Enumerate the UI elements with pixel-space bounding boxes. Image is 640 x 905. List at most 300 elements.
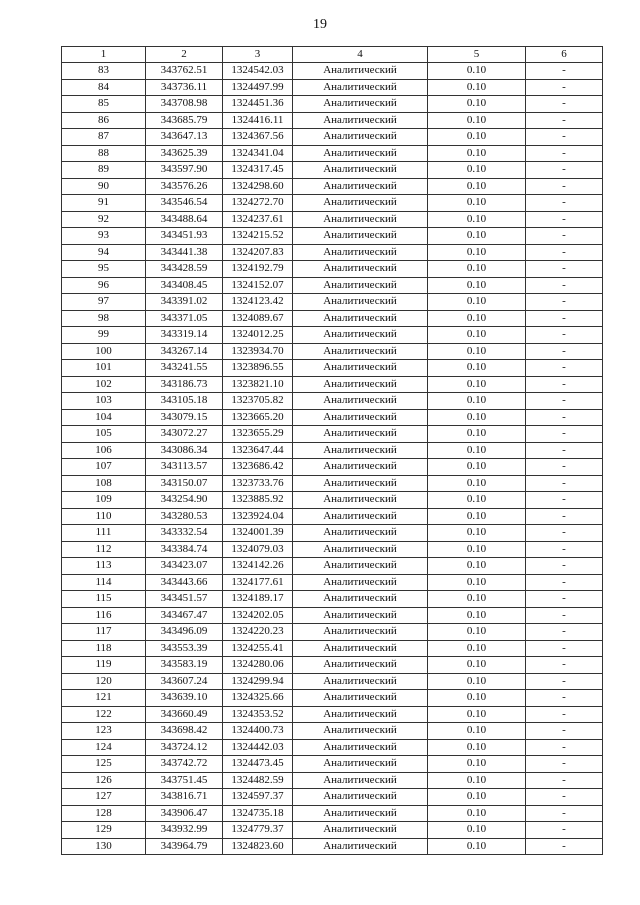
- point-number-cell: 113: [62, 558, 146, 575]
- y-coordinate-cell: 1324215.52: [223, 228, 293, 245]
- point-number-cell: 88: [62, 145, 146, 162]
- x-coordinate-cell: 343906.47: [146, 805, 223, 822]
- precision-cell: 0.10: [428, 96, 526, 113]
- precision-cell: 0.10: [428, 376, 526, 393]
- point-number-cell: 122: [62, 706, 146, 723]
- point-number-cell: 85: [62, 96, 146, 113]
- precision-cell: 0.10: [428, 178, 526, 195]
- table-row: [62, 805, 603, 822]
- y-coordinate-cell: 1324237.61: [223, 211, 293, 228]
- y-coordinate-cell: 1324779.37: [223, 822, 293, 839]
- precision-cell: 0.10: [428, 772, 526, 789]
- precision-cell: 0.10: [428, 475, 526, 492]
- y-coordinate-cell: 1324202.05: [223, 607, 293, 624]
- note-cell: -: [526, 574, 603, 591]
- method-cell: Аналитический: [293, 607, 428, 624]
- table-row: [62, 690, 603, 707]
- y-coordinate-cell: 1324001.39: [223, 525, 293, 542]
- precision-cell: 0.10: [428, 492, 526, 509]
- x-coordinate-cell: 343751.45: [146, 772, 223, 789]
- point-number-cell: 109: [62, 492, 146, 509]
- note-cell: -: [526, 360, 603, 377]
- column-header: 2: [146, 47, 223, 63]
- x-coordinate-cell: 343660.49: [146, 706, 223, 723]
- y-coordinate-cell: 1323665.20: [223, 409, 293, 426]
- note-cell: -: [526, 541, 603, 558]
- precision-cell: 0.10: [428, 789, 526, 806]
- precision-cell: 0.10: [428, 294, 526, 311]
- x-coordinate-cell: 343553.39: [146, 640, 223, 657]
- y-coordinate-cell: 1324142.26: [223, 558, 293, 575]
- table-row: [62, 112, 603, 129]
- x-coordinate-cell: 343105.18: [146, 393, 223, 410]
- note-cell: -: [526, 96, 603, 113]
- point-number-cell: 107: [62, 459, 146, 476]
- point-number-cell: 106: [62, 442, 146, 459]
- table-row: [62, 442, 603, 459]
- y-coordinate-cell: 1324482.59: [223, 772, 293, 789]
- table-row: [62, 327, 603, 344]
- note-cell: -: [526, 376, 603, 393]
- column-header: 4: [293, 47, 428, 63]
- precision-cell: 0.10: [428, 310, 526, 327]
- x-coordinate-cell: 343451.57: [146, 591, 223, 608]
- table-row: [62, 409, 603, 426]
- x-coordinate-cell: 343384.74: [146, 541, 223, 558]
- method-cell: Аналитический: [293, 294, 428, 311]
- point-number-cell: 129: [62, 822, 146, 839]
- table-row: [62, 360, 603, 377]
- x-coordinate-cell: 343443.66: [146, 574, 223, 591]
- table-row: [62, 343, 603, 360]
- precision-cell: 0.10: [428, 244, 526, 261]
- y-coordinate-cell: 1324325.66: [223, 690, 293, 707]
- point-number-cell: 91: [62, 195, 146, 212]
- method-cell: Аналитический: [293, 525, 428, 542]
- table-row: [62, 492, 603, 509]
- method-cell: Аналитический: [293, 442, 428, 459]
- method-cell: Аналитический: [293, 508, 428, 525]
- method-cell: Аналитический: [293, 360, 428, 377]
- point-number-cell: 105: [62, 426, 146, 443]
- method-cell: Аналитический: [293, 706, 428, 723]
- method-cell: Аналитический: [293, 739, 428, 756]
- x-coordinate-cell: 343964.79: [146, 838, 223, 855]
- note-cell: -: [526, 310, 603, 327]
- table-row: [62, 541, 603, 558]
- precision-cell: 0.10: [428, 624, 526, 641]
- y-coordinate-cell: 1324255.41: [223, 640, 293, 657]
- precision-cell: 0.10: [428, 112, 526, 129]
- point-number-cell: 112: [62, 541, 146, 558]
- precision-cell: 0.10: [428, 541, 526, 558]
- note-cell: -: [526, 63, 603, 80]
- note-cell: -: [526, 244, 603, 261]
- table-row: [62, 228, 603, 245]
- table-row: [62, 211, 603, 228]
- y-coordinate-cell: 1324298.60: [223, 178, 293, 195]
- note-cell: -: [526, 624, 603, 641]
- x-coordinate-cell: 343371.05: [146, 310, 223, 327]
- y-coordinate-cell: 1324735.18: [223, 805, 293, 822]
- table-row: [62, 772, 603, 789]
- method-cell: Аналитический: [293, 789, 428, 806]
- method-cell: Аналитический: [293, 591, 428, 608]
- method-cell: Аналитический: [293, 211, 428, 228]
- point-number-cell: 104: [62, 409, 146, 426]
- note-cell: -: [526, 343, 603, 360]
- table-row: [62, 673, 603, 690]
- note-cell: -: [526, 525, 603, 542]
- x-coordinate-cell: 343267.14: [146, 343, 223, 360]
- x-coordinate-cell: 343597.90: [146, 162, 223, 179]
- point-number-cell: 108: [62, 475, 146, 492]
- x-coordinate-cell: 343241.55: [146, 360, 223, 377]
- y-coordinate-cell: 1324367.56: [223, 129, 293, 146]
- table-row: [62, 162, 603, 179]
- x-coordinate-cell: 343332.54: [146, 525, 223, 542]
- x-coordinate-cell: 343816.71: [146, 789, 223, 806]
- note-cell: -: [526, 327, 603, 344]
- precision-cell: 0.10: [428, 723, 526, 740]
- precision-cell: 0.10: [428, 607, 526, 624]
- point-number-cell: 119: [62, 657, 146, 674]
- point-number-cell: 111: [62, 525, 146, 542]
- column-header: 6: [526, 47, 603, 63]
- table-row: [62, 558, 603, 575]
- note-cell: -: [526, 294, 603, 311]
- y-coordinate-cell: 1323821.10: [223, 376, 293, 393]
- method-cell: Аналитический: [293, 327, 428, 344]
- point-number-cell: 97: [62, 294, 146, 311]
- method-cell: Аналитический: [293, 79, 428, 96]
- x-coordinate-cell: 343932.99: [146, 822, 223, 839]
- method-cell: Аналитический: [293, 244, 428, 261]
- point-number-cell: 125: [62, 756, 146, 773]
- precision-cell: 0.10: [428, 640, 526, 657]
- point-number-cell: 127: [62, 789, 146, 806]
- precision-cell: 0.10: [428, 822, 526, 839]
- y-coordinate-cell: 1324597.37: [223, 789, 293, 806]
- y-coordinate-cell: 1324299.94: [223, 673, 293, 690]
- method-cell: Аналитический: [293, 63, 428, 80]
- method-cell: Аналитический: [293, 838, 428, 855]
- y-coordinate-cell: 1324353.52: [223, 706, 293, 723]
- method-cell: Аналитический: [293, 673, 428, 690]
- point-number-cell: 89: [62, 162, 146, 179]
- table-row: [62, 640, 603, 657]
- note-cell: -: [526, 558, 603, 575]
- x-coordinate-cell: 343724.12: [146, 739, 223, 756]
- point-number-cell: 98: [62, 310, 146, 327]
- method-cell: Аналитический: [293, 772, 428, 789]
- table-row: [62, 79, 603, 96]
- method-cell: Аналитический: [293, 162, 428, 179]
- y-coordinate-cell: 1323655.29: [223, 426, 293, 443]
- precision-cell: 0.10: [428, 261, 526, 278]
- note-cell: -: [526, 756, 603, 773]
- precision-cell: 0.10: [428, 525, 526, 542]
- y-coordinate-cell: 1324442.03: [223, 739, 293, 756]
- point-number-cell: 115: [62, 591, 146, 608]
- method-cell: Аналитический: [293, 805, 428, 822]
- y-coordinate-cell: 1324341.04: [223, 145, 293, 162]
- note-cell: -: [526, 228, 603, 245]
- x-coordinate-cell: 343546.54: [146, 195, 223, 212]
- column-header: 3: [223, 47, 293, 63]
- table-row: [62, 376, 603, 393]
- precision-cell: 0.10: [428, 393, 526, 410]
- note-cell: -: [526, 772, 603, 789]
- precision-cell: 0.10: [428, 591, 526, 608]
- table-row: [62, 624, 603, 641]
- note-cell: -: [526, 805, 603, 822]
- note-cell: -: [526, 789, 603, 806]
- precision-cell: 0.10: [428, 756, 526, 773]
- y-coordinate-cell: 1324220.23: [223, 624, 293, 641]
- note-cell: -: [526, 459, 603, 476]
- precision-cell: 0.10: [428, 360, 526, 377]
- point-number-cell: 93: [62, 228, 146, 245]
- note-cell: -: [526, 393, 603, 410]
- note-cell: -: [526, 838, 603, 855]
- method-cell: Аналитический: [293, 277, 428, 294]
- point-number-cell: 128: [62, 805, 146, 822]
- method-cell: Аналитический: [293, 541, 428, 558]
- note-cell: -: [526, 508, 603, 525]
- point-number-cell: 99: [62, 327, 146, 344]
- x-coordinate-cell: 343150.07: [146, 475, 223, 492]
- point-number-cell: 95: [62, 261, 146, 278]
- x-coordinate-cell: 343607.24: [146, 673, 223, 690]
- y-coordinate-cell: 1324207.83: [223, 244, 293, 261]
- x-coordinate-cell: 343736.11: [146, 79, 223, 96]
- point-number-cell: 87: [62, 129, 146, 146]
- method-cell: Аналитический: [293, 574, 428, 591]
- method-cell: Аналитический: [293, 459, 428, 476]
- table-row: [62, 525, 603, 542]
- table-row: [62, 475, 603, 492]
- method-cell: Аналитический: [293, 228, 428, 245]
- x-coordinate-cell: 343391.02: [146, 294, 223, 311]
- precision-cell: 0.10: [428, 442, 526, 459]
- method-cell: Аналитический: [293, 756, 428, 773]
- y-coordinate-cell: 1324400.73: [223, 723, 293, 740]
- note-cell: -: [526, 112, 603, 129]
- method-cell: Аналитический: [293, 145, 428, 162]
- point-number-cell: 123: [62, 723, 146, 740]
- x-coordinate-cell: 343639.10: [146, 690, 223, 707]
- y-coordinate-cell: 1324451.36: [223, 96, 293, 113]
- point-number-cell: 92: [62, 211, 146, 228]
- table-row: [62, 178, 603, 195]
- note-cell: -: [526, 723, 603, 740]
- x-coordinate-cell: 343647.13: [146, 129, 223, 146]
- table-row: [62, 591, 603, 608]
- precision-cell: 0.10: [428, 838, 526, 855]
- precision-cell: 0.10: [428, 228, 526, 245]
- precision-cell: 0.10: [428, 343, 526, 360]
- note-cell: -: [526, 739, 603, 756]
- y-coordinate-cell: 1324497.99: [223, 79, 293, 96]
- x-coordinate-cell: 343496.09: [146, 624, 223, 641]
- method-cell: Аналитический: [293, 261, 428, 278]
- y-coordinate-cell: 1324192.79: [223, 261, 293, 278]
- x-coordinate-cell: 343576.26: [146, 178, 223, 195]
- note-cell: -: [526, 178, 603, 195]
- method-cell: Аналитический: [293, 96, 428, 113]
- note-cell: -: [526, 145, 603, 162]
- note-cell: -: [526, 409, 603, 426]
- table-row: [62, 96, 603, 113]
- table-row: [62, 294, 603, 311]
- precision-cell: 0.10: [428, 673, 526, 690]
- method-cell: Аналитический: [293, 393, 428, 410]
- note-cell: -: [526, 706, 603, 723]
- y-coordinate-cell: 1324823.60: [223, 838, 293, 855]
- table-row: [62, 277, 603, 294]
- note-cell: -: [526, 673, 603, 690]
- point-number-cell: 96: [62, 277, 146, 294]
- method-cell: Аналитический: [293, 112, 428, 129]
- precision-cell: 0.10: [428, 426, 526, 443]
- x-coordinate-cell: 343113.57: [146, 459, 223, 476]
- precision-cell: 0.10: [428, 79, 526, 96]
- column-header: 1: [62, 47, 146, 63]
- point-number-cell: 94: [62, 244, 146, 261]
- point-number-cell: 86: [62, 112, 146, 129]
- precision-cell: 0.10: [428, 574, 526, 591]
- precision-cell: 0.10: [428, 211, 526, 228]
- point-number-cell: 126: [62, 772, 146, 789]
- table-row: [62, 607, 603, 624]
- x-coordinate-cell: 343186.73: [146, 376, 223, 393]
- y-coordinate-cell: 1323705.82: [223, 393, 293, 410]
- precision-cell: 0.10: [428, 145, 526, 162]
- precision-cell: 0.10: [428, 327, 526, 344]
- method-cell: Аналитический: [293, 426, 428, 443]
- point-number-cell: 116: [62, 607, 146, 624]
- table-row: [62, 459, 603, 476]
- coordinates-table: [61, 46, 603, 855]
- x-coordinate-cell: 343319.14: [146, 327, 223, 344]
- y-coordinate-cell: 1323896.55: [223, 360, 293, 377]
- method-cell: Аналитический: [293, 178, 428, 195]
- table-row: [62, 195, 603, 212]
- precision-cell: 0.10: [428, 657, 526, 674]
- point-number-cell: 84: [62, 79, 146, 96]
- precision-cell: 0.10: [428, 706, 526, 723]
- point-number-cell: 83: [62, 63, 146, 80]
- note-cell: -: [526, 426, 603, 443]
- y-coordinate-cell: 1323647.44: [223, 442, 293, 459]
- table-row: [62, 508, 603, 525]
- table-row: [62, 657, 603, 674]
- table-row: [62, 723, 603, 740]
- point-number-cell: 114: [62, 574, 146, 591]
- x-coordinate-cell: 343685.79: [146, 112, 223, 129]
- note-cell: -: [526, 492, 603, 509]
- precision-cell: 0.10: [428, 409, 526, 426]
- y-coordinate-cell: 1323733.76: [223, 475, 293, 492]
- table-row: [62, 756, 603, 773]
- precision-cell: 0.10: [428, 459, 526, 476]
- x-coordinate-cell: 343625.39: [146, 145, 223, 162]
- x-coordinate-cell: 343698.42: [146, 723, 223, 740]
- x-coordinate-cell: 343708.98: [146, 96, 223, 113]
- note-cell: -: [526, 129, 603, 146]
- x-coordinate-cell: 343742.72: [146, 756, 223, 773]
- note-cell: -: [526, 442, 603, 459]
- method-cell: Аналитический: [293, 475, 428, 492]
- x-coordinate-cell: 343441.38: [146, 244, 223, 261]
- note-cell: -: [526, 657, 603, 674]
- precision-cell: 0.10: [428, 690, 526, 707]
- y-coordinate-cell: 1324272.70: [223, 195, 293, 212]
- table-row: [62, 838, 603, 855]
- x-coordinate-cell: 343408.45: [146, 277, 223, 294]
- table-row: [62, 739, 603, 756]
- point-number-cell: 90: [62, 178, 146, 195]
- y-coordinate-cell: 1324012.25: [223, 327, 293, 344]
- point-number-cell: 102: [62, 376, 146, 393]
- table-row: [62, 244, 603, 261]
- note-cell: -: [526, 261, 603, 278]
- point-number-cell: 120: [62, 673, 146, 690]
- point-number-cell: 117: [62, 624, 146, 641]
- x-coordinate-cell: 343583.19: [146, 657, 223, 674]
- note-cell: -: [526, 277, 603, 294]
- precision-cell: 0.10: [428, 195, 526, 212]
- x-coordinate-cell: 343086.34: [146, 442, 223, 459]
- table-row: [62, 426, 603, 443]
- precision-cell: 0.10: [428, 508, 526, 525]
- y-coordinate-cell: 1324280.06: [223, 657, 293, 674]
- note-cell: -: [526, 591, 603, 608]
- y-coordinate-cell: 1323934.70: [223, 343, 293, 360]
- point-number-cell: 130: [62, 838, 146, 855]
- table-row: [62, 789, 603, 806]
- method-cell: Аналитический: [293, 640, 428, 657]
- x-coordinate-cell: 343280.53: [146, 508, 223, 525]
- note-cell: -: [526, 79, 603, 96]
- precision-cell: 0.10: [428, 558, 526, 575]
- method-cell: Аналитический: [293, 723, 428, 740]
- point-number-cell: 121: [62, 690, 146, 707]
- table-row: [62, 310, 603, 327]
- x-coordinate-cell: 343762.51: [146, 63, 223, 80]
- table-row: [62, 63, 603, 80]
- precision-cell: 0.10: [428, 805, 526, 822]
- note-cell: -: [526, 607, 603, 624]
- table-header-row: [62, 47, 603, 63]
- method-cell: Аналитический: [293, 657, 428, 674]
- precision-cell: 0.10: [428, 63, 526, 80]
- method-cell: Аналитический: [293, 558, 428, 575]
- y-coordinate-cell: 1324079.03: [223, 541, 293, 558]
- point-number-cell: 110: [62, 508, 146, 525]
- method-cell: Аналитический: [293, 195, 428, 212]
- table-body: [62, 63, 603, 855]
- table-row: [62, 822, 603, 839]
- table-row: [62, 393, 603, 410]
- x-coordinate-cell: 343488.64: [146, 211, 223, 228]
- y-coordinate-cell: 1324177.61: [223, 574, 293, 591]
- note-cell: -: [526, 211, 603, 228]
- table-row: [62, 145, 603, 162]
- y-coordinate-cell: 1323686.42: [223, 459, 293, 476]
- method-cell: Аналитический: [293, 822, 428, 839]
